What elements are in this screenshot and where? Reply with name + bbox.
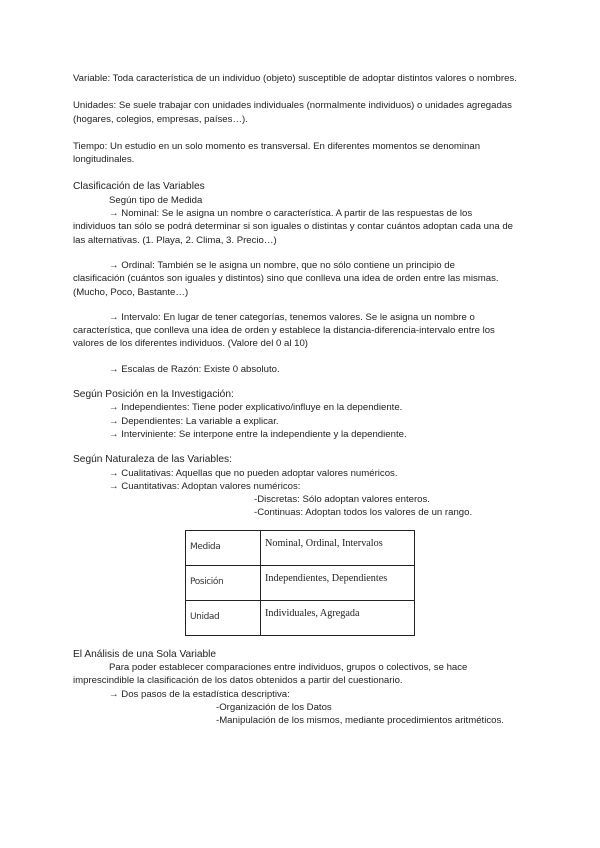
sub-list-item: -Manipulación de los mismos, mediante procedimientos aritméticos. xyxy=(216,715,504,727)
nominal-text: individuos tan sólo se podrá determinar si son iguales o distintas y contar cuántos adoptan cada una de las alternativas. (1. Playa, 2. Clima, 3. Precio…) xyxy=(73,221,513,246)
summary-table xyxy=(185,530,415,636)
table-row xyxy=(186,565,415,600)
table-row xyxy=(186,530,415,565)
table-cell-label: Medida xyxy=(186,530,261,565)
list-item: → Interviniente: Se interpone entre la independiente y la dependiente. xyxy=(109,428,407,440)
ordinal-text: clasificación (cuántos son iguales y distintos) sino que conlleva una idea de orden entre las mismas. (Mucho, Poco, Bastante…) xyxy=(73,273,499,298)
list-item: → Cualitativas: Aquellas que no pueden adoptar valores numéricos. xyxy=(109,467,398,479)
list-item: → Dependientes: La variable a explicar. xyxy=(109,415,279,427)
list-item: → Dos pasos de la estadística descriptiva: xyxy=(109,688,290,700)
table-row xyxy=(186,600,415,635)
sub-list-item: -Continuas: Adoptan todos los valores de un rango. xyxy=(254,507,473,519)
analisis-lead: Para poder establecer comparaciones entre individuos, grupos o colectivos, se hace xyxy=(109,662,468,674)
intervalo-text: característica, que conlleva una idea de orden y establece la distancia-diferencia-intervalo entre los valores de los diferentes individuos. (Valore del 0 al 10) xyxy=(73,325,495,350)
table-cell-value: Individuales, Agregada xyxy=(261,600,415,635)
list-item: → Cuantitativas: Adoptan valores numéricos: xyxy=(109,480,301,492)
definition-unidades: Unidades: Se suele trabajar con unidades individuales (normalmente individuos) o unidades agregadas (hogares, colegios, empresas, países…). xyxy=(73,100,512,125)
document-page xyxy=(73,72,525,728)
table-cell-label: Posición xyxy=(186,565,261,600)
nominal-lead: → Nominal: Se le asigna un nombre o característica. A partir de las respuestas de los xyxy=(109,208,473,220)
definition-tiempo: Tiempo: Un estudio en un solo momento es transversal. En diferentes momentos se denominan longitudinales. xyxy=(73,140,481,166)
section-heading-naturaleza: Según Naturaleza de las Variables: xyxy=(73,454,232,466)
intervalo-lead: → Intervalo: En lugar de tener categorías, tenemos valores. Se le asigna un nombre o xyxy=(109,311,475,323)
section-heading-posicion: Según Posición en la Investigación: xyxy=(73,389,234,401)
table-cell-value: Nominal, Ordinal, Intervalos xyxy=(261,530,415,565)
subheading-tipo-medida: Según tipo de Medida xyxy=(109,194,203,206)
sub-list-item: -Organización de los Datos xyxy=(216,701,332,713)
table-cell-label: Unidad xyxy=(186,600,261,635)
ordinal-lead: → Ordinal: También se le asigna un nombre, que no sólo contiene un principio de xyxy=(109,259,455,271)
sub-list-item: -Discretas: Sólo adoptan valores enteros. xyxy=(254,494,430,506)
section-heading-clasificacion: Clasificación de las Variables xyxy=(73,181,205,193)
analisis-text: imprescindible la clasificación de los datos obtenidos a partir del cuestionario. xyxy=(73,675,403,687)
section-heading-analisis: El Análisis de una Sola Variable xyxy=(73,648,217,660)
definition-variable: Variable: Toda característica de un individuo (objeto) susceptible de adoptar distintos valores o nombres. xyxy=(73,73,517,84)
list-item: → Independientes: Tiene poder explicativo/influye en la dependiente. xyxy=(109,402,403,414)
table-cell-value: Independientes, Dependientes xyxy=(261,565,415,600)
razon-text: → Escalas de Razón: Existe 0 absoluto. xyxy=(109,363,280,375)
